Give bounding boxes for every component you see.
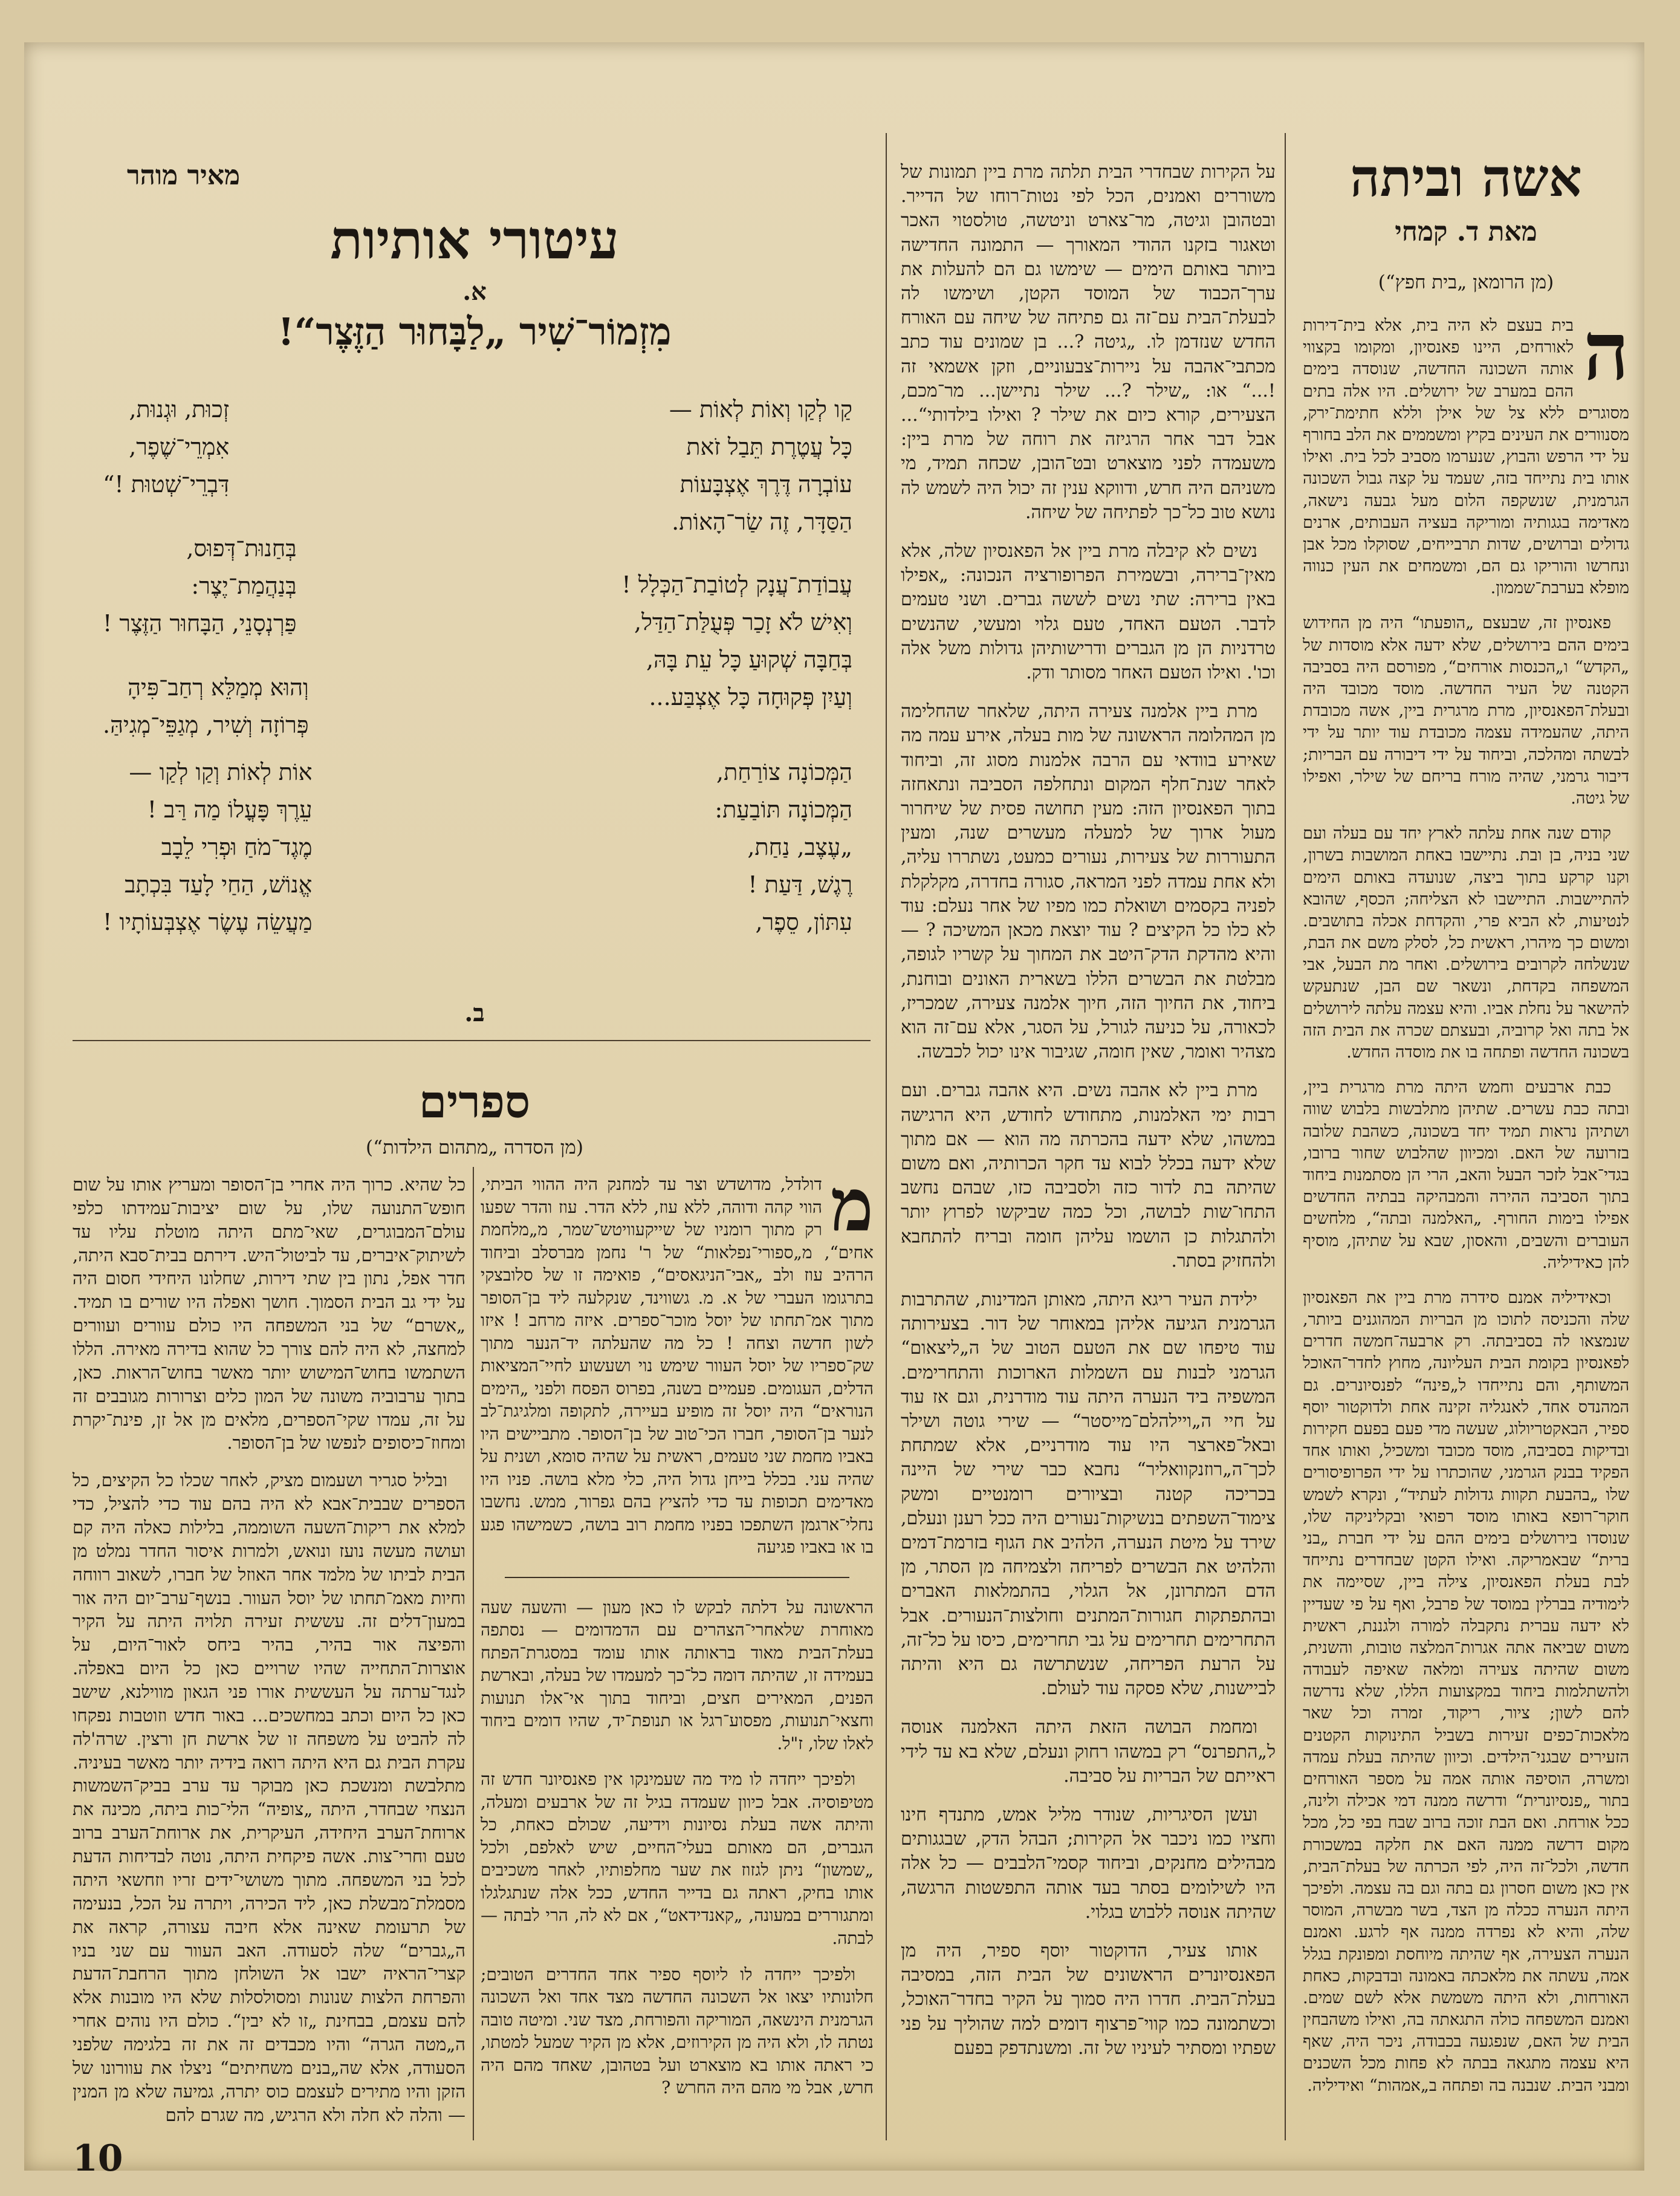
sfarim-source: (מן הסדרה „מתהום הילדות“) — [366, 1137, 583, 1158]
paragraph: אותו צעיר, הדוקטור יוסף ספיר, היה מן הפאנסיונרים הראשונים של הבית הזה, במסיבה בעלת־הבית. חדרו היה סמוך על הקיר בחדר־האוכל, וכשתמונה כמו קווי־פרצוף דומים למה שהוליך על פני שפתיו ומסתיר לעיניו של זה. ומשנתדפק בפעם — [901, 1940, 1276, 2059]
poem-title: עיטורי אותיות — [330, 208, 619, 271]
paragraph: קודם שנה אחת עלתה לארץ יחד עם בעלה ועם שני בניה, בן ובת. נתיישבו באחת המושבות בשרון, וקנו קרקע בתוך ביצה, שנועדה באותם הימים להתיישבות. התיישבו לא הצליחה; הכסף, שהובא לנטיעות, לא הביא פרי, והקדחת אכלה בתושבים. ומשום כך מיהרו, ראשית כל, לסלק משם את הבת, שנשלחה לקרובים בירושלים. ואחר מת הבעל, אבי המשפחה בקדחת, ונשאר שם הבן, שנתעקש להישאר על נחלת אביו. והיא עצמה עלתה לירושלים אל בתה ואל קרוביה, ובעצתם שכרה את הבית הזה בשכונה החדשה ופתחה בו את מוסדה החדש. — [1303, 824, 1629, 1062]
drop-cap: מ — [830, 1163, 874, 1248]
column-isha-uveita — [1303, 148, 1629, 2110]
column-divider — [886, 133, 887, 2140]
poem-stanza: בְּחַנוּת־דְּפוּס, בְּנַהֲמַת־יֶצֶר: פַּרְנְסָנֵי, הַבָּחוּר הַזֶּצֶר ! — [103, 535, 297, 637]
poem-block — [73, 160, 877, 1086]
drop-cap: ה — [1583, 305, 1629, 398]
section-divider — [73, 1040, 871, 1041]
paragraph: על הקירות שבחדרי הבית תלתה מרת ביין תמונות של משוררים ואמנים, הכל לפי נטות־רוחו של הדייר. ובטהובן וגיטה, מר־צארט וניטשה, טולסטוי האכר וטאגור בזקנו ההודי המאורך — התמונה החדישה ביותר באותם הימים — שימשו גם הם להעלות את ערך־הכבוד של המוסד הקטן, ושימשו לה לבעלת־הבית עם־זה גם פתיחה של שיחה עם האורח החדש שנזדמן לו. „גיטה ?... בן שמונים עוד כתב מכתבי־אהבה על ניירות־צבעוניים, וזקן אשמאי זה !...“ או: „שילר ?... שילר נתיישן... מר־מכם, הצעירים, קורא כיום את שילר ? ואילו בילדותי“... אבל דבר אחר הרגיזה את רוחה של מרת ביין: משעמדה לפני מוצארט ובט־הובן, שכחה תמיד, מי משניהם היה חרש, ודווקא ענין זה יכול היה לשמש לה נושא טוב כל־כך לפתיחה של שיחה. — [901, 161, 1276, 523]
section-letter-a: א. — [462, 278, 487, 306]
poem-stanza: עֲבוֹדַת־עֲנָק לְטוֹבַת־הַכְּלָל ! וְאִישׁ לֹא זָכַר פְּעֻלַּת־הַדַּל, בְּחַבָּה שְׁקוּעַ כָּל עֵת בָּהּ, וְעַיִן פְּקוּחָה כָּל אֶצְבַּע... — [621, 571, 852, 710]
paragraph: ועשן הסיגריות, שנודר מליל אמש, מתנדף חינו וחציו כמו ניכבר אל הקירות; הבהל הדק, שבגגותים מבהילים מחנקים, וביחוד קסמי־הלבבים — כל אלה היו לשילומים בסתר בעד אותה התפשטות הרגשה, שהיתה אנוסה ללבוש בגלוי. — [901, 1804, 1276, 1923]
poem-stanza: הַמְּכוֹנָה צוֹרַחַת, הַמְּכוֹנָה תּוֹבַעַת: „עֶצֶב, נַחַת, רֶגֶשׁ, דַּעַת ! עִתּוֹן, סֵפֶר, — [715, 759, 852, 935]
column-divider — [1285, 133, 1286, 2140]
poem-subtitle: מִזְמוֹר־שִׁיר „לַבָּחוּר הַזֶּצֶר“! — [277, 310, 672, 354]
paragraph: ומחמת הבושה הזאת היתה האלמנה אנוסה ל„התפרנס“ רק במשהו רחוק ונעלם, שלא בא עד לידי ראייתם של הבריות על סביבה. — [901, 1717, 1276, 1787]
paragraph: וכאידיליה אמנם סידרה מרת ביין את הפאנסיון שלה והכניסה לתוכו מן הבריות המהוגנים ביותר, שנמצאו לה בסביבתה. רק ארבעה־חמשה חדרים לפאנסיון בקומת הבית העליונה, מחוץ לחדר־האוכל המשותף, והם נתייחדו ל„פינה“ לפנסיונרים. גם המהנדס אחד, לאנגליה זקינה אחת ולדוקטור יוסף ספיר, הבאקטריולוג, שעשה מדי פעם בפעם חקירות ובדיקות בסביבה, מוסד מכובד ומשכיל, ואותו אחד הפקיד בבנק הגרמני, שהוכתרו על ידי הפרופיסורים שלו „בהבעת תקוות גדולות לעתיד“, ונקרא לשמש חוקר־רופא באותו מוסד רפואי ובקליניקה שלו, שנוסדו בירושלים בימים ההם על ידי חברת „בני ברית“ שבאמריקה. ואילו הקטן שבחדרים נתייחד לבת בעלת הפאנסיון, צילה ביין, שסיימה את לימודיה בברלין במוסד של פרבל, ואף על פי שעדיין לא ידעה עברית נתקבלה למורה ולגננת, ראשית משום שביאה אתה אגרות־המלצה טובות, והשנית, משום שהיתה צעירה ומלאה שאיפה לעבודה ולהשתלמות ביחוד במקצועות הללו, שלא נדרשה להם לשון; ציור, ריקוד, זמרה וכל שאר מלאכות־כפים זעירות בשביל התינוקות הקטנים הזעירים שבגני־הילדים. וכיוון שהיתה בעלת עמדה ומשרה, הוסיפה אותה אמה על מספר האורחים בתור „פנסיונרית“ ודרשה ממנה דמי אכילה ולינה, ככל אורחת. ואם הבת זוכה ברוב שבח בפי כל, מכל מקום דרשה ממנה האם את חלקה במשכורת חדשה, ולכל־זה היה, לפי הכרתה של בעלת־הבית, אין כאן משום חסרון גם בתה וגם בה עצמה. ולפיכך היתה הנערה ככלה מן הצד, בשר מבשרה, המוסר שלה, והיא לא נפרדה ממנה אף לרגע. ואמנם הנערה הצעירה, אף שהיתה מיוחסת ומפונקת בגלל אמה, עשתה את מלאכתה באמונה ובדבקות, כאחת האורחות, ולא היתה משמשת אלא לשם שמים. ואמנם המשפחה כולה התגאתה בה, ואילו משהבחין הבית של האם, שנפגעה בכבודה, ניכר היה, שאף היא עצמה מתגאה בבתה לא פחות מכל השכנים ומבני הבית. שנבנה בה ופתחה ב„אמהות“ ואידיליה. — [1303, 1288, 1629, 2095]
paragraph: מרת ביין לא אהבה נשים. היא אהבה גברים. ועם רבות ימי האלמנות, מתחודש לחודש, היא הרגישה במשהו, שלא ידעה בהכרתה מה הוא — אם מתוך שלא ידעה בכלל לבוא עד חקר הכרותיה, ואם משום שהיתה בת לדור כזה ולסביבה כזו, שבהם נחשב התחו־שות לבושה, וכל כמה שביקשו לפרוץ יותר ולהתגלות כן הושמו עליהן חומה ובריח להתחבא ולהחזיק בסתר. — [901, 1080, 1276, 1272]
paragraph: פאנסיון זה, שבעצם „הופעתו“ היה מן החידוש בימים ההם בירושלים, שלא ידעה אלא מוסדות של „הקדש“ ו„הכנסות אורחים“, מפורסם היה בסביבה הקטנה של העיר החדשה. מוסד מכובד היה ובעלת־הפאנסיון, מרת מרגרית ביין, אשה מכובדת היתה, שהעמידה עצמה מכובדת עוד יותר על ידי לבשתה ומהלכה, וביחוד על ידי דיבורה עם הבריות; דיבור גרמני, שהיה מורח בריחם של שילר, ואפילו של גיטה. — [1303, 614, 1629, 808]
page-number: 10 — [73, 2137, 123, 2180]
poem-stanzas — [73, 391, 877, 1086]
article-title: אשה וביתה — [1350, 148, 1582, 209]
section-letter-b: ב. — [464, 999, 485, 1027]
paragraph: ה בית בעצם לא היה בית, אלא בית־דירות לאורחים, היינו פאנסיון, ומקומו בקצווי אותה השכונה החדשה, שנוסדה בימים ההם במערב של ירושלים. היו אלה בתים מסוגרים ללא צל של אילן וללא חתימת־ירק, מסנוורים את העינים בקיץ ומשממים את הלב בחורף על ידי הרפש והבוץ, שנערמו מסביב לכל בית. ואילו אותו בית נתייחד בזה, שעמד על קצה גבול השכונה הגרמנית, שנשקפה הלום מעל גבעה נישאה, מאדימה בגגותיה ומוריקה בעציה העבותים, ארנים גדולים וברושים, שדות תרבייחים, שסוקלו מכל אבן ונחרשו והוריקו גם הם, ומשמחים את העין כנווה מופלא בערבת־שממון. — [1303, 305, 1629, 598]
column-sfarim-right — [481, 1163, 874, 2113]
paragraph: ולפיכך ייחדה לו ליוסף ספיר אחד החדרים הטובים; חלונותיו יצאו אל השכונה החדשה מצד אחד ואל השכונה הגרמנית הינשאה, המוריקה והפורחת, מצד שני. ומיטה טובה נטתה לו, ולא היה מן הקירוזים, אלא מן הקיר שמעל למטתו, כי ראתה אותו בא מוצארט ועל בטהובן, שאחד מהם היה חרש, אבל מי מהם היה החרש ? — [481, 1964, 874, 2098]
paragraph: ולפיכך ייחדה לו מיד מה שעמינקו אין פאנסיונר חדש זה מטיפוסיה. אבל כיוון שעמדה בגיל זה של ארבעים ומעלה, והיתה אשה בעלת נסיונות וידיעה, שכולם כאחת, כל הגברים, הם מאותם בעלי־החיים, שיש לאלפם, ולכל „שמשון“ ניתן לגזוז את שער מחלפותיו, לאחר משכיבים אותו בחיק, ראתה גם בדייר החדש, ככל אלה שנתגלגלו ומתגוררים במעונה, „קאנדידאט“, אם לא לה, הרי לבתה — לבתה. — [481, 1769, 874, 1948]
paragraph: כל שהיא. כרוך היה אחרי בן־הסופר ומעריץ אותו על שום חופש־התנועה שלו, על שום יציבות־עמידתו כלפי עולם־המבוגרים, שאי־מתם היתה מוטלת עליו עד לשיתוק־איברים, עד לביטול־היש. דירתם בבית־סבא היתה, חדר אפל, נתון בין שתי דירות, שחלונו היחידי חסום היה על ידי גב הבית הסמוך. חושך ואפלה היו שורים בו תמיד. „אשרם“ של בני המשפחה היו כולם עוורים ועוורים למחצה, לא היה להם צורך כל שהוא בדירה מאירה. הללו השתמשו בחוש־המישוש יותר מאשר בחוש־הראות. כאן, בתוך ערבוביה משונה של המון כלים וצרורות מגובבים זה על זה, עמדו שקי־הספרים, מלאים מן אל זן, פינת־יקרת ומחוז־כיסופים לנפשו של בן־הסופר. — [73, 1174, 465, 1454]
column-sfarim-left — [73, 1173, 465, 2140]
column-continuation — [901, 160, 1276, 2075]
poem-stanza: זְכוּת, וּגְנוּת, אִמְרֵי־שֶׁפֶר, דִּבְרֵי־שְׁטוּת !“ — [103, 396, 230, 498]
paragraph: ילידת העיר ריגא היתה, מאותן המדינות, שהתרבות הגרמנית הגיעה אליהן במאוחר של דור. בצעירותה עוד טיפחו שם את הטעם הטוב של ה„ליצאום“ הגרמני לבנות עם השמלות הארוכות והתחרימים. המשפיה ביד הנערה היתה עוד מודרנית, וגם אז עוד על חיי ה„ויילהלם־מייסטר“ — שירי גוטה ושילר ובאל־פארצר היו עוד מודרניים, אלא שמתחת לכך־ה„רוזנקוואליר“ נחבא כבר שירי של היינה בכריכה קטנה ובציורים רומנטיים ומשק צימוד־השפתים בנשיקות־נעורים היה ככל רענן ונעלם, שירד על מיטת הנערה, הלהיב את הגוף בזרמת־דמים והלהיט את הבשרים לפריחה ולצמיחה מן הסתר, מן הדם המתרונן, אל הגלוי, בהתמלאות האברים ובהתפתקות חגורות־המתנים וחולצות־הנעורים. אבל התחרימים תחרימים על גבי תחרימים, כיסו על כל־זה, על הרעת הפריחה, שנשתרשה גם היא והיתה לביישנות, שלא פסקה עוד לעולם. — [901, 1288, 1276, 1700]
article-source: (מן הרומאן „בית חפץ“) — [1378, 271, 1554, 293]
column-divider — [473, 1167, 474, 2140]
poem-author: מאיר מוהר — [127, 160, 241, 191]
paragraph: מ דולדל, מדושדש וצר עד למחנק היה ההווי הביתי, הווי קהה ודוהה, ללא עוז, ללא הדר. עוז והדר שפעו רק מתוך רומניו של שייקעוויטש־שמר, מ„מלחמת אחים“, מ„ספורי־נפלאות“ של ר' נחמן מברסלב וביחוד הרהיב עוז ולב „אבי־הניגאסים“, פואימה זו של סלובצקי בתרגומו העברי של א. מ. גשווינד, שנקלעה ליד בן־הסופר מתוך אמ־תחתו של יוסל מוכר־ספרים. איזה מרחב ! איזו לשון חדשה וצחה ! כל מה שהעלתה יד־הנער מתוך שק־ספריו של יוסל העוור שימש נוי ושעשוע לחיי־המציאות הדלים, העגומים. פעמיים בשנה, בפרוס הפסח ולפני „הימים הנוראים“ היה יוסל זה מופיע בעיירה, לתקופה ומלגיגת־לב לנער בן־הסופר, חברו הכי־טוב של בן־הסופר. מתביישים היו באביו מחמת שני טעמים, ראשית על שהיה סומא, ושנית על שהיה עני. בכלל בייחן גדול היה, כלי מלא בושה. פניו היו מאדימים תכופות עד כדי להציץ בהם גפרור, ממש. נחשבו נחלי־ארגמן השתפכו בפניו מחמת רוב בושה, כשמישהו פגע בו או באביו פגיעה — [481, 1163, 874, 1558]
paragraph: נשים לא קיבלה מרת ביין אל הפאנסיון שלה, אלא מאין־ברירה, ובשמירת הפרופורציה הנכונה: „אפילו באין ברירה: שתי נשים לששה גברים. ושני טעמים לדבר. הטעם האחד, טעם גלוי ומעשי, שהנשים טרדניות הן מן הגברים ודרישותיהן גדולות משל אלה וכו'. ואילו הטעם האחר מסותר ודק. — [901, 541, 1276, 684]
article-author: מאת ד. קמחי — [1395, 216, 1537, 247]
poem-stanza: אוֹת לְאוֹת וְקַו לְקַו — עֵרֶךְ פָּעֳלוֹ מַה רַּב ! מֶגֶד־מֹחַ וּפְרִי לֵבָב אֱנוֹשׁ, הַחַי לָעַד בִּכְתָב מַעֲשֵׂה עֶשֶׂר אֶצְבְּעוֹתָיו ! — [103, 759, 313, 935]
paragraph: הראשונה על דלתה לבקש לו כאן מעון — והשעה שעה מאוחרת שלאחרי־הצהרים עם הדמדומים — נסתפה בעלת־הבית מאוד בראותה אותו עומד במסגרת־הפתח בעמידה זו, שהיתה דומה כל־כך למעמדו של בעלה, ובארשת הפנים, המאירים חצים, וביחוד בתוך אי־אלו תנועות וחצאי־תנועות, מפסוע־רגל או תנופת־יד, שהיו דומים ביחוד לאלו שלו, ז"ל. — [481, 1597, 874, 1753]
poem-stanza: וְהוּא מְמַלֵּא רְחַב־פִּיהָ פְּרוֹזָה וְשִׁיר, מְגַפֵּי־מְגִיהַּ. — [103, 674, 309, 738]
divider-rule — [505, 1577, 849, 1578]
newspaper-page — [24, 42, 1644, 2180]
paragraph: כבת ארבעים וחמש היתה מרת מרגרית ביין, ובתה כבת עשרים. שתיהן מתלבשות בלבוש שווה ושתיהן נראות תמיד יחד בשכונה, כשהבת שלובה בזרועה של האם. ומכיוון שהלבוש שחור ברובו, בגדי־אבל לזכר הבעל והאב, הרי הן מסתמנות ביחוד בתוך הסביבה ההירה והמבהיקה בבתיה החדשים אפילו בימות החורף. „האלמנה ובתה“, מלחשים העוברים והשבים, והאסון, שבא על שתיהן, מוסיף להן כאידיליה. — [1303, 1078, 1629, 1272]
paragraph: מרת ביין אלמנה צעירה היתה, שלאחר שהחלימה מן המהלומה הראשונה של מות בעלה, אירע עמה מה שאירע בוודאי עם הרבה אלמנות מסוג זה, וביחוד לאחר שנת־חלף המקום ונתחלפה הסביבה ונתאחזה בתוך הפאנסיון הזה: מעין תחושה פסית של שיחרור מעול ארוך של למעלה מעשרים שנה, ומעין התעוררות של צעירות, נעורים כמעט, נשתררו עליה, ולא אחת עמדה לפני המראה, סגורה בחדרה, מקלקלת לפניה בקסמים ושואלת כמו מפיו של אחר נעלם: עוד לא כלו כל הקיצים ? עוד יוצאת מכאן המשיכה ? — והיא מהדקת הדק־היטב את המחוך על קשריו לגופה, מבלטת את הבשרים הללו בשארית האונים ובוחנת, ביחוד, את החיוך הזה, חיוך אלמנה צעירה, שמכריז, לכאורה, על כניעה לגורל, על הסגר, אלא עם־זה הוא מצהיר ואומר, שאין חומה, שגיבור אינו יכול לכבשה. — [901, 701, 1276, 1063]
poem-stanza: קַו לְקַו וְאוֹת לְאוֹת — כָּל עֲטֶרֶת תֵּבַל זֹאת עוֹבְרָה דֶּרֶךְ אֶצְבָּעוֹת הַסַּדָּר, זֶה שַׂר־הָאוֹת. — [669, 396, 852, 535]
sfarim-title: ספרים — [418, 1076, 531, 1128]
paragraph: ובליל סגריר ושעמום מציק, לאחר שכלו כל הקיצים, כל הספרים שבבית־אבא לא היה בהם עוד כדי להציל, כדי למלא את ריקות־השעה השוממה, בלילות כאלה היה קם ועושה מעשה נועז ונואש, ולמרות איסור החדר נמלט מן הבית לביתו של מלמד אחר האוזל של חברו, לשאוב רווחה וחיות מאמ־תחתו של יוסל העוור. בנשף־ערב־יום היה אור במעון־דלים זה. עששית זעירה תלויה היתה על הקיר והפיצה אור בהיר, בהיר ביחס לאור־היום, על אוצרות־התחייה שהיו שרויים כאן כל היום באפלה. לנגד־ערתה על העששית אורו פני הגאון מווילנא, שישב כאן כל היום וכתב במחשכים... באור חדש וזוטבות נפקחו לה להביט על משפחה זו של ארשת חן ורצין. שרה'לה עקרת הבית גם היא היתה רואה בידיה יותר מאשר בעיניה. מתלבשת ומנשכת כאן מבוקר עד ערב בביק־השמשות הנצחי שבחדר, היתה „צופיה“ הלי־כות ביתה, מכינה את ארוחת־הערב היחידה, העיקרית, את ארוחת־הערב ברוב טעם וחרי־צות. אשה פיקחית היתה, נוטה לבדיחות הדעת לכל בני המשפחה. מתוך משושי־ידים זריו וזחשאי היתה מסמלת־מבשלת כאן, ליד הכירה, ויתרה על הכל, בנעימה של תרעומת שאינה אלא חיבה עצורה, קראה את ה„גברים“ שלה לסעודה. האב העוור עם שני בניו קצרי־הראיה ישבו אל השולחן מתוך הרחבת־הדעת והפרחת הלצות שנונות ומסולסלות שלא היו מובנות אלא להם עצמם, בבחינת „זו לא יבין“. כולם היו נוהים אחרי ה„מטה הגרה“ והיו מכבדים זה את זה בלגימה שלפני הסעודה, אלא שה„בנים משחיתים“ ניצלו את עוורונו של הזקן והיו מתירים לעצמם כוס יתרה, גמיעה שלא מן המנין — והלה לא חלה ולא הרגיש, מה שגרם להם — [73, 1470, 465, 2125]
